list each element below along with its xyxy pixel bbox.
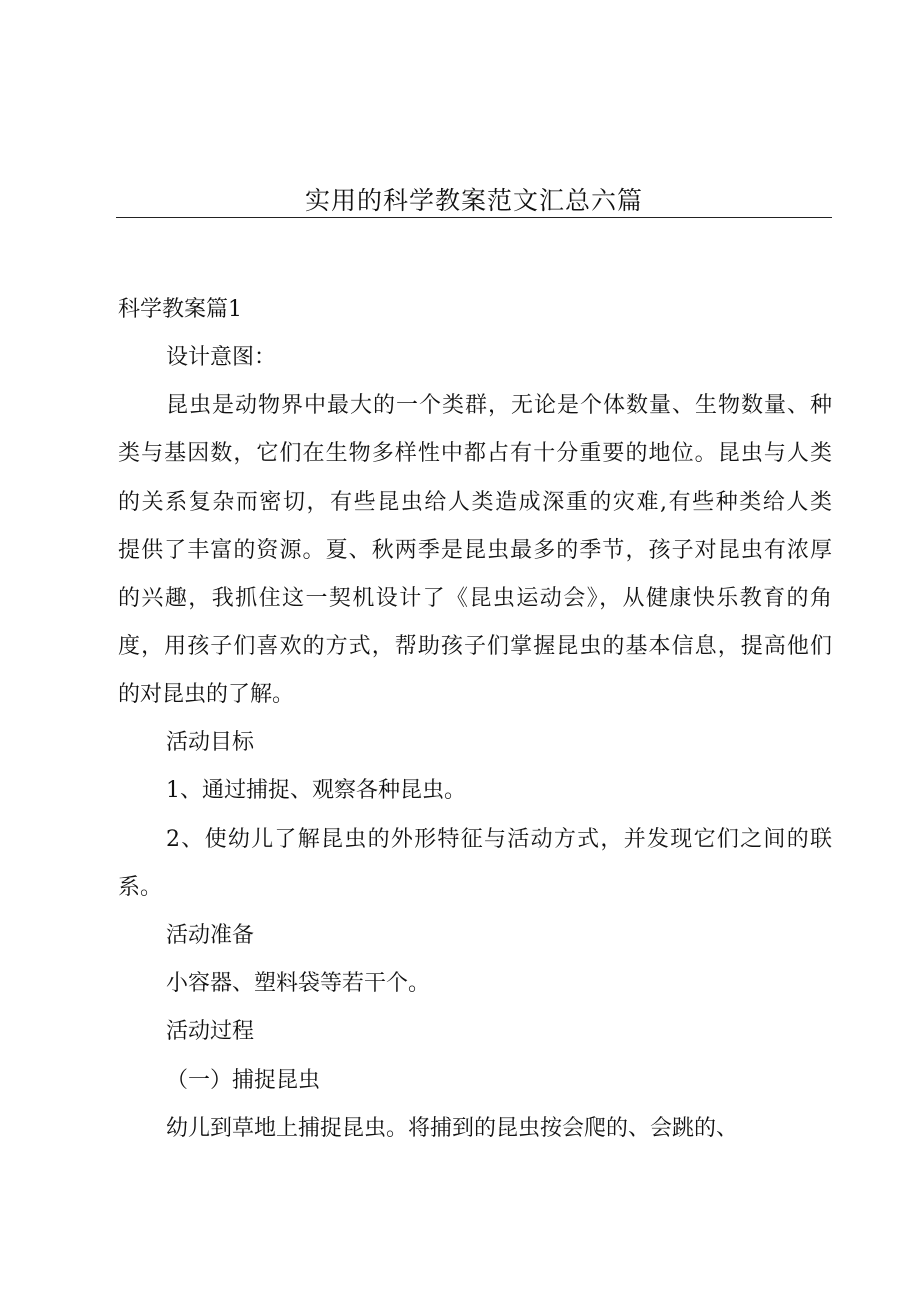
intro-line: 度，用孩子们喜欢的方式，帮助孩子们掌握昆虫的基本信息，提高他们 — [118, 634, 832, 659]
document-title: 实用的科学教案范文汇总六篇 — [304, 186, 643, 215]
intro-line: 昆虫是动物界中最大的一个类群，无论是个体数量、生物数量、种 — [166, 393, 832, 418]
prep-text: 小容器、塑料袋等若干个。 — [166, 971, 431, 996]
goals-label: 活动目标 — [166, 730, 255, 755]
step-label: （一）捕捉昆虫 — [166, 1068, 321, 1093]
section-heading: 科学教案篇1 — [118, 297, 242, 322]
title-underline — [116, 217, 832, 218]
goal-item: 1、通过捕捉、观察各种昆虫。 — [166, 778, 466, 803]
intro-line: 的兴趣，我抓住这一契机设计了《昆虫运动会》，从健康快乐教育的角 — [118, 586, 832, 611]
intro-line: 的对昆虫的了解。 — [118, 682, 295, 707]
step-text: 幼儿到草地上捕捉昆虫。将捕到的昆虫按会爬的、会跳的、 — [166, 1116, 739, 1141]
goal-item-continued: 系。 — [118, 875, 163, 900]
intro-line: 提供了丰富的资源。夏、秋两季是昆虫最多的季节，孩子对昆虫有浓厚 — [118, 538, 832, 563]
design-intent-label: 设计意图： — [166, 345, 277, 370]
process-label: 活动过程 — [166, 1019, 255, 1044]
goal-item: 2、使幼儿了解昆虫的外形特征与活动方式，并发现它们之间的联 — [166, 827, 832, 852]
prep-label: 活动准备 — [166, 923, 255, 948]
intro-line: 的关系复杂而密切，有些昆虫给人类造成深重的灾难,有些种类给人类 — [118, 490, 832, 515]
intro-line: 类与基因数，它们在生物多样性中都占有十分重要的地位。昆虫与人类 — [118, 441, 832, 466]
